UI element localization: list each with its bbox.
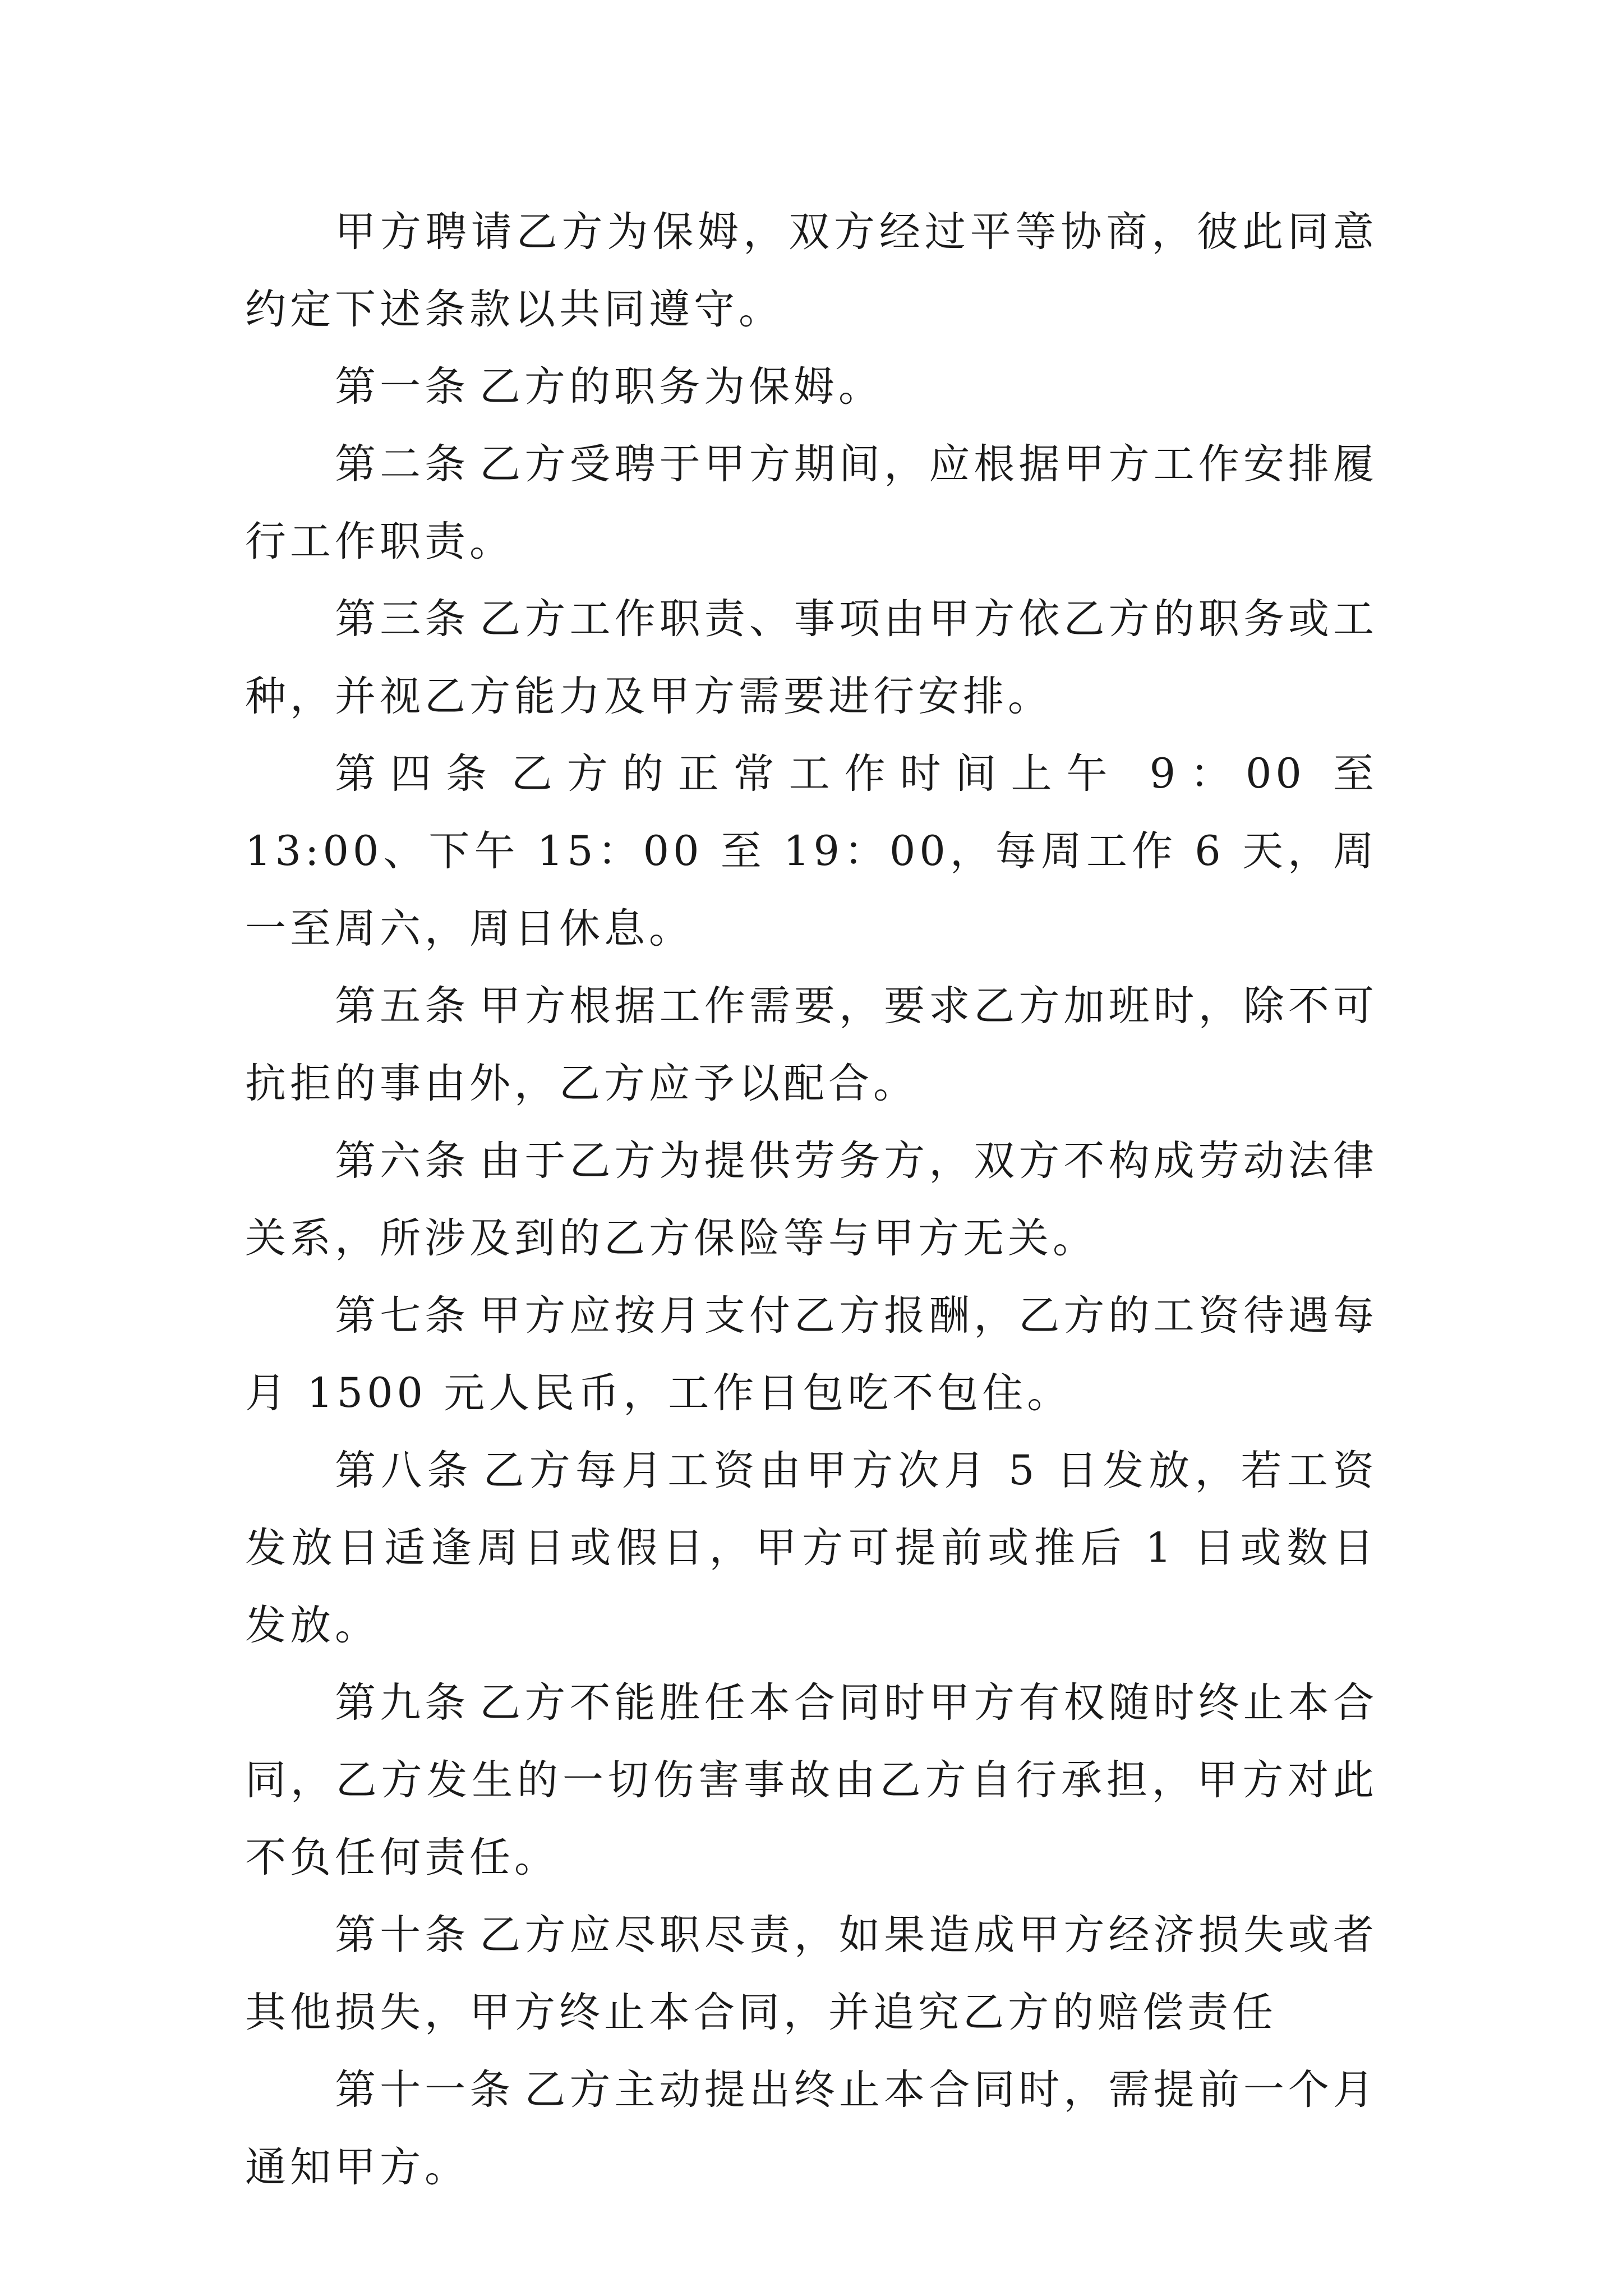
article-number: 第三条 <box>335 595 470 643</box>
document-body <box>245 194 1378 2206</box>
article-text: 乙方主动提出终止本合同时，需提前一个月通知甲方。 <box>245 2066 1378 2191</box>
article-number: 第九条 <box>335 1679 470 1727</box>
article-text: 甲方应按月支付乙方报酬，乙方的工资待遇每月 1500 元人民币，工作日包吃不包住。 <box>245 1292 1378 1417</box>
article-number: 第八条 <box>335 1447 473 1494</box>
article-6 <box>245 1122 1378 1277</box>
article-4 <box>245 735 1378 968</box>
article-number: 第七条 <box>335 1292 470 1340</box>
article-text: 由于乙方为提供劳务方，双方不构成劳动法律关系，所涉及到的乙方保险等与甲方无关。 <box>245 1137 1378 1262</box>
article-5 <box>245 968 1378 1122</box>
article-11 <box>245 2051 1378 2206</box>
article-text: 乙方工作职责、事项由甲方依乙方的职务或工种，并视乙方能力及甲方需要进行安排。 <box>245 595 1378 720</box>
article-text: 乙方受聘于甲方期间，应根据甲方工作安排履行工作职责。 <box>245 440 1378 565</box>
article-number: 第一条 <box>335 363 469 411</box>
article-7 <box>245 1277 1378 1432</box>
article-text: 乙方的职务为保姆。 <box>479 363 883 411</box>
article-text: 乙方的正常工作时间上午 9：00 至 13:00、下午 15：00 至 19：00，每周工作 6 天，周一至周六，周日休息。 <box>245 750 1378 953</box>
article-text: 乙方每月工资由甲方次月 5 日发放，若工资发放日适逢周日或假日，甲方可提前或推后 1 日或数日发放。 <box>245 1447 1378 1649</box>
article-number: 第十一条 <box>335 2066 515 2114</box>
article-9 <box>245 1664 1378 1897</box>
article-text: 甲方根据工作需要，要求乙方加班时，除不可抗拒的事由外，乙方应予以配合。 <box>245 982 1378 1107</box>
article-text: 乙方不能胜任本合同时甲方有权随时终止本合同，乙方发生的一切伤害事故由乙方自行承担，甲方对此不负任何责任。 <box>245 1679 1378 1881</box>
article-number: 第五条 <box>335 982 470 1030</box>
article-number: 第六条 <box>335 1137 470 1185</box>
article-8 <box>245 1432 1378 1664</box>
article-2 <box>245 426 1378 581</box>
intro-paragraph: 甲方聘请乙方为保姆，双方经过平等协商，彼此同意约定下述条款以共同遵守。 <box>245 208 1378 333</box>
article-number: 第四条 <box>335 750 501 798</box>
article-10 <box>245 1897 1378 2051</box>
article-text: 乙方应尽职尽责，如果造成甲方经济损失或者其他损失，甲方终止本合同，并追究乙方的赔偿责任 <box>245 1911 1378 2036</box>
article-number: 第十条 <box>335 1911 470 1959</box>
article-3 <box>245 581 1378 735</box>
article-1 <box>245 348 1378 426</box>
article-number: 第二条 <box>335 440 470 488</box>
